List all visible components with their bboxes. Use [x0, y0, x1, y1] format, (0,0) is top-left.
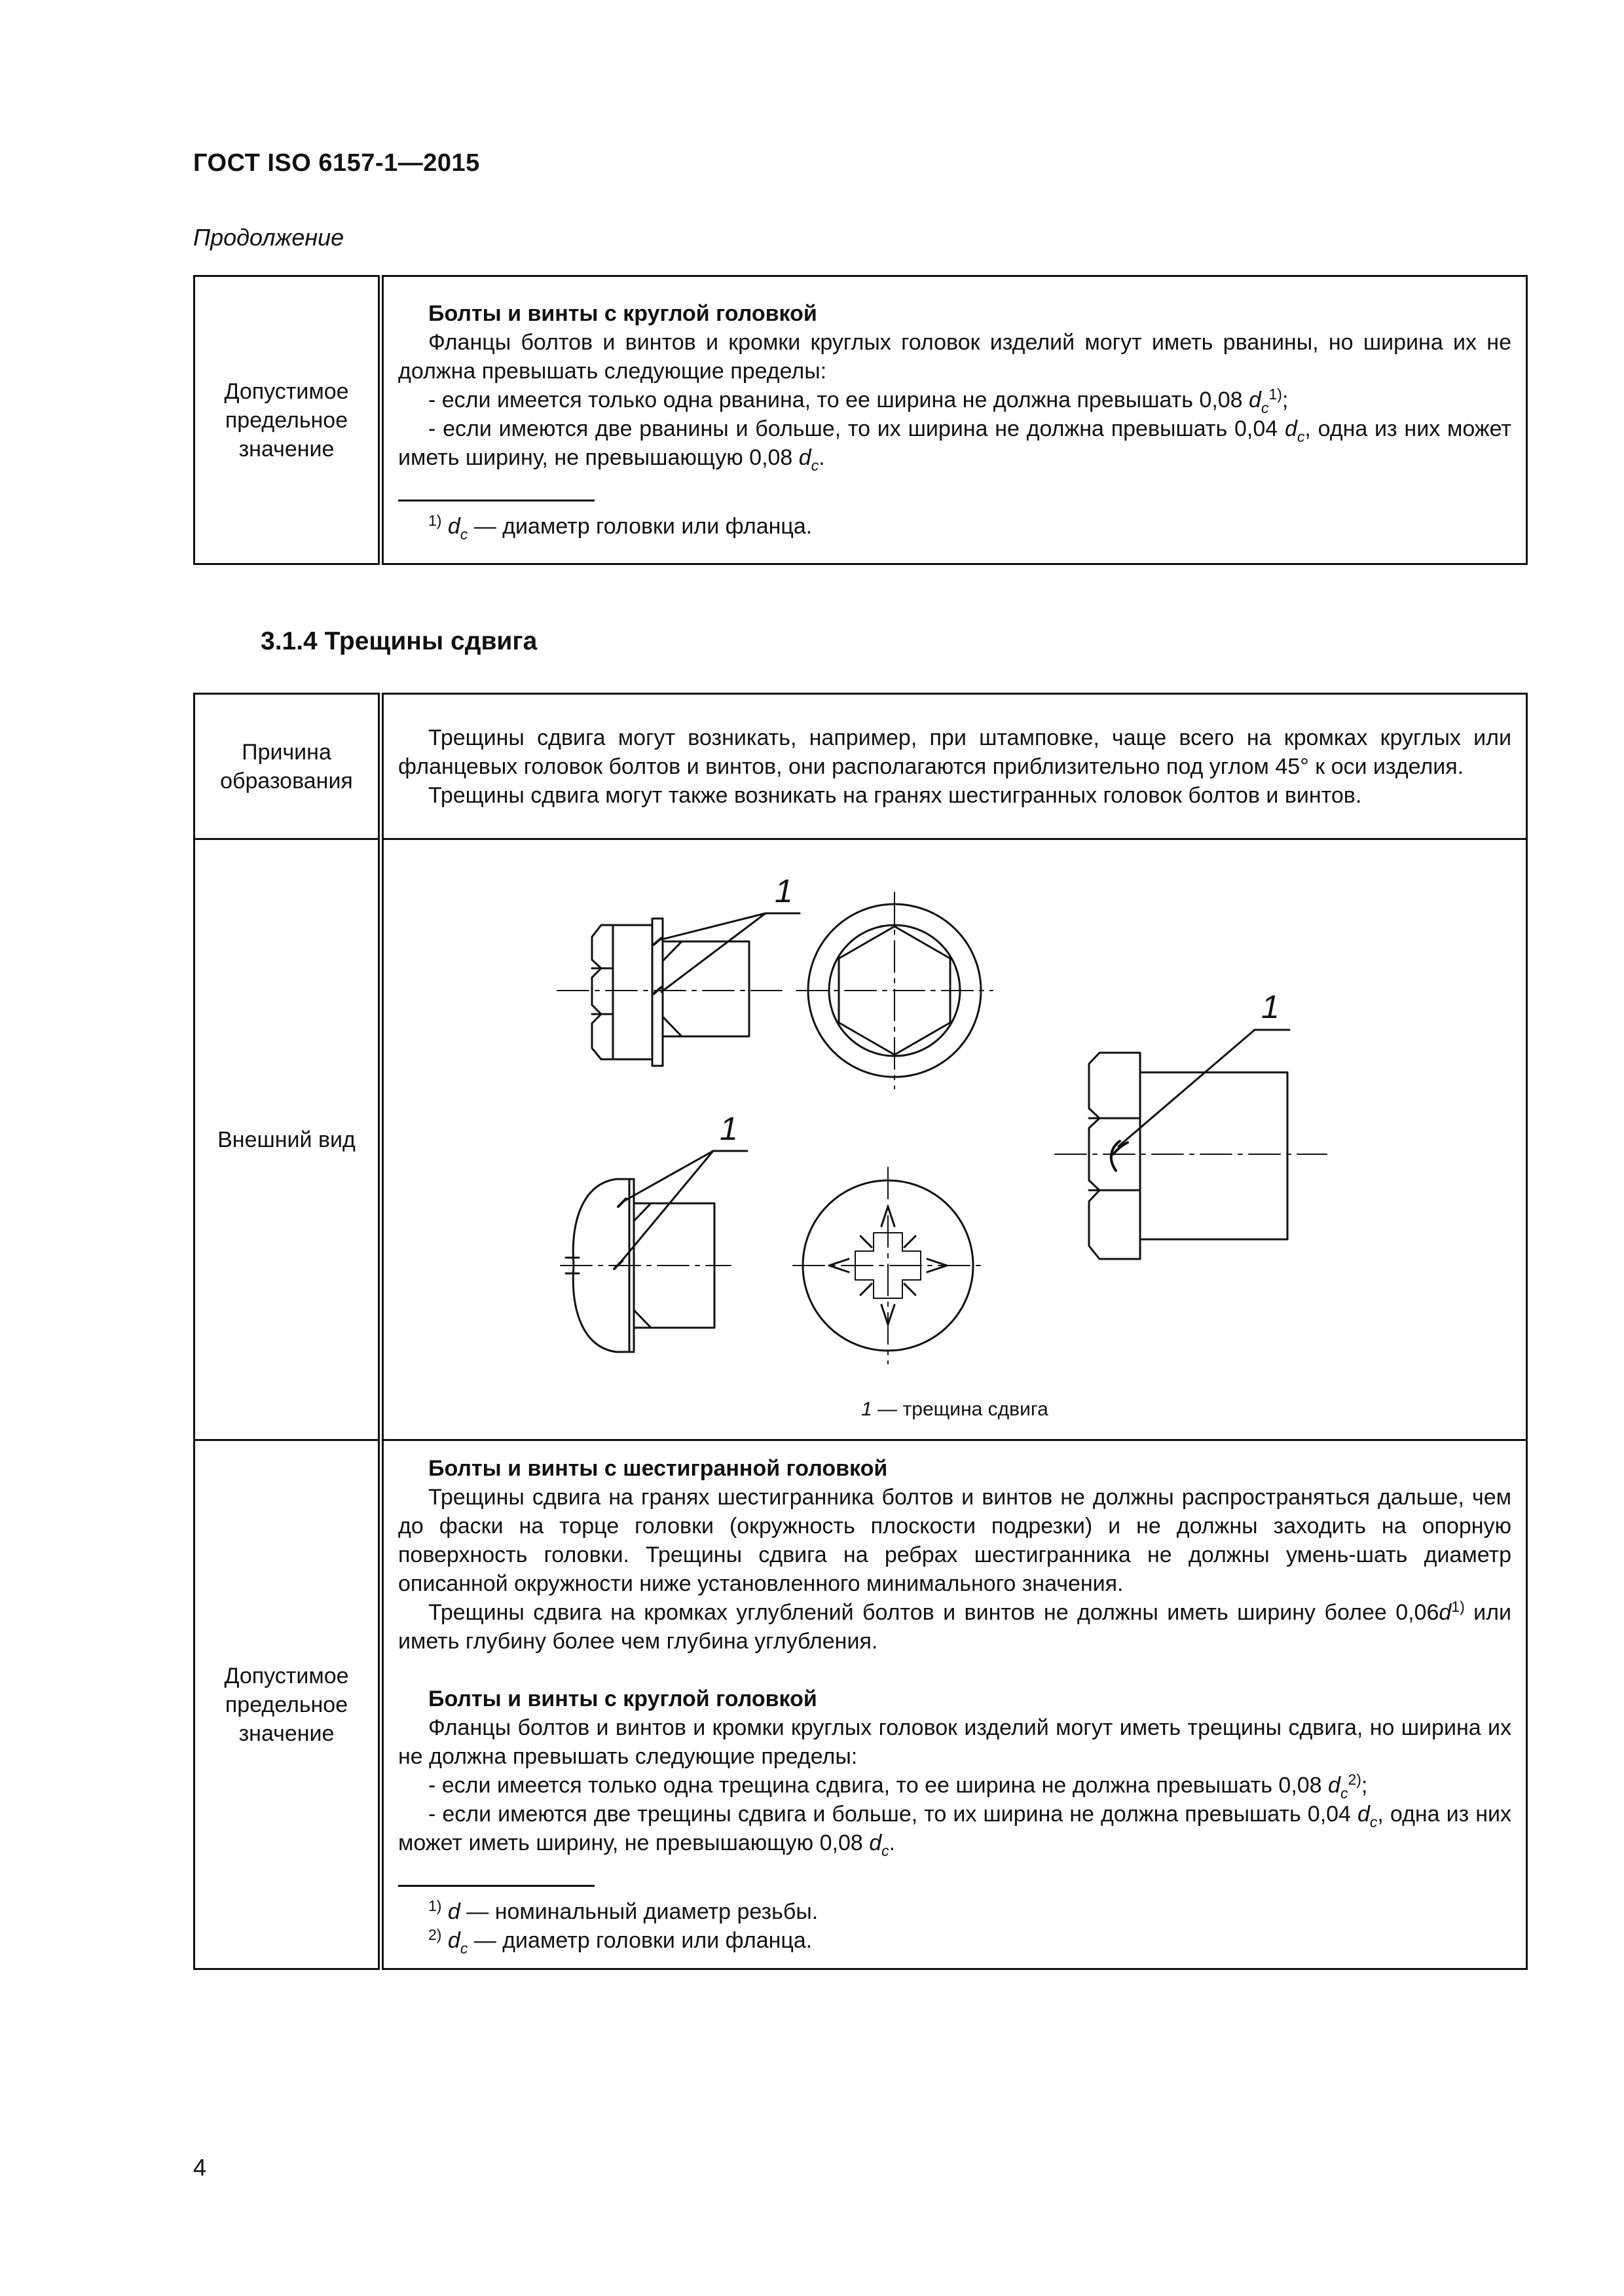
pan-screw-side-view [561, 1179, 731, 1352]
limit-text-cell [381, 1440, 1527, 1969]
continuation-label: Продолжение [193, 224, 344, 251]
subheading-round-head: Болты и винты с круглой головкой [428, 301, 817, 326]
pan-screw-top-view [793, 1167, 986, 1364]
document-title: ГОСТ ISO 6157-1—2015 [193, 149, 480, 177]
cause-text-cell [381, 694, 1527, 839]
leader-line [619, 1151, 747, 1264]
paragraph: Трещины сдвига могут также возникать на гранях шестигранных головок болтов и винтов. [428, 782, 1362, 808]
leader-line [661, 913, 800, 992]
subheading-round-head: Болты и винты с круглой головкой [428, 1686, 817, 1711]
footnote: $^{1)}$ d — номинальный диаметр резьбы. [428, 1897, 819, 1924]
figure-caption: 1 — трещина сдвига [861, 1398, 1048, 1420]
bullet-item: - если имеются две рванины и больше, то их ширина не должна превышать 0,04 $d_c$, одна из них может иметь ширину, не превышающую 0,08 $d_c$. [398, 416, 1511, 474]
callout-label: 1 [1261, 989, 1280, 1025]
flange-bolt-side-view [557, 919, 782, 1066]
footnote: $^{1)}$ $d_c$ — диаметр головки или фланца. [428, 512, 813, 543]
callout-label: 1 [775, 873, 793, 909]
paragraph: Фланцы болтов и винтов и кромки круглых головок изделий могут иметь рванины, но ширина их не должна превышать следующие пределы: [398, 330, 1511, 384]
figure-cell [381, 839, 1527, 1440]
row-label-limit: Допустимое предельное значение [194, 276, 381, 564]
paragraph: Трещины сдвига на кромках углублений болтов и винтов не должны иметь ширину более $0,06d^{1)}$ или иметь глубину более чем глубина углубления. [398, 1598, 1511, 1654]
leader-line [1118, 1030, 1289, 1146]
row-label-limit: Допустимое предельное значение [194, 1440, 381, 1969]
paragraph: Трещины сдвига могут возникать, например, при штамповке, чаще всего на кромках круглых или фланцевых головок болтов и винтов, они располагаются приблизительно под углом 45° к оси изделия. [398, 725, 1511, 779]
bullet-item: - если имеется только одна трещина сдвига, то ее ширина не должна превышать 0,08 $d_c^{2)}$; [428, 1771, 1368, 1802]
table-shear-bursts [193, 693, 1528, 1970]
row-label-cause: Причина образования [194, 694, 381, 839]
flange-bolt-top-view [796, 892, 993, 1089]
footnote-separator [398, 500, 595, 501]
limit-text-cell [381, 276, 1527, 564]
paragraph: Трещины сдвига на гранях шестигранника болтов и винтов не должны распространяться дальше, чем до фаски на торце головки (окружность плоскости подрезки) и не должны заходить на опорную поверхность головки. Трещины сдвига на ребрах шестигранника не должны умень-шать диаметр описанной окружности ниже установленного минимального значения. [398, 1485, 1511, 1596]
shear-burst-figure [384, 840, 1497, 1439]
row-label-appearance: Внешний вид [194, 839, 381, 1440]
subheading-hex-head: Болты и винты с шестигранной головкой [428, 1456, 888, 1481]
bullet-item: - если имеется только одна рванина, то ее ширина не должна превышать 0,08 $d_c^{1)}$; [428, 386, 1289, 416]
bullet-item: - если имеются две трещины сдвига и больше, то их ширина не должна превышать 0,04 $d_c$, одна из них может иметь ширину, не превышающую 0,08 $d_c$. [398, 1802, 1512, 1859]
footnote: $^{2)}$ $d_c$ — диаметр головки или фланца. [428, 1926, 813, 1957]
paragraph: Фланцы болтов и винтов и кромки круглых головок изделий могут иметь трещины сдвига, но ширина их не должна превышать следующие пределы: [398, 1715, 1511, 1769]
callout-label: 1 [720, 1110, 738, 1147]
page-number: 4 [193, 2154, 207, 2181]
footnote-separator [398, 1885, 595, 1887]
section-heading: 3.1.4 Трещины сдвига [261, 627, 538, 655]
table-tears-limits [193, 275, 1528, 565]
